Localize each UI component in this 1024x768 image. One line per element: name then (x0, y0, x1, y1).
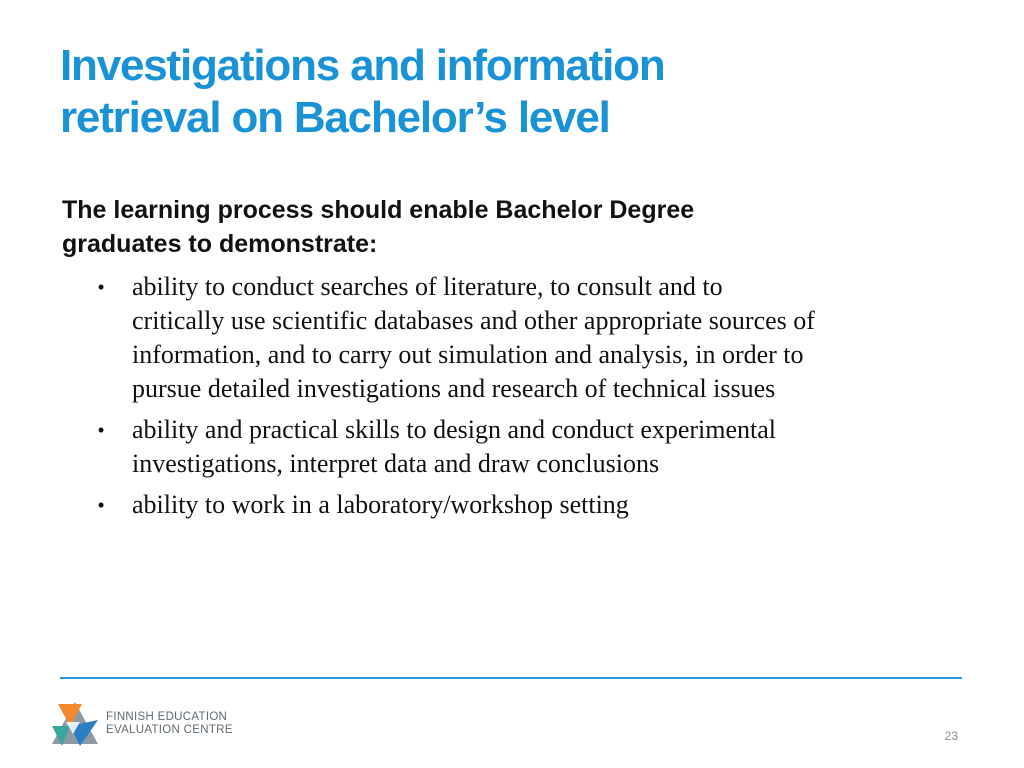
organization-logo (50, 700, 233, 748)
footer-divider (60, 677, 962, 679)
bullet-item (62, 413, 962, 481)
slide-title-line: Investigations and information (60, 41, 665, 90)
lead-line: graduates to demonstrate: (62, 230, 378, 258)
bullet-line: ability to conduct searches of literature, to consult and to (132, 272, 723, 301)
bullet-line: critically use scientific databases and other appropriate sources of (132, 306, 815, 335)
bullet-text (132, 413, 776, 481)
bullet-line: information, and to carry out simulation and analysis, in order to (132, 340, 804, 369)
bullet-text (132, 270, 815, 406)
lead-paragraph (62, 193, 882, 261)
logo-text (106, 711, 233, 737)
logo-text-line: EVALUATION CENTRE (106, 724, 233, 736)
logo-text-line: FINNISH EDUCATION (106, 711, 228, 723)
slide-title-line: retrieval on Bachelor’s level (60, 93, 610, 142)
bullet-icon: • (97, 275, 105, 299)
page-number: 23 (944, 729, 958, 743)
triangle-logo-icon (50, 700, 100, 748)
bullet-icon: • (97, 493, 105, 517)
bullet-line: investigations, interpret data and draw conclusions (132, 449, 660, 478)
bullet-line: ability and practical skills to design and conduct experimental (132, 415, 777, 444)
bullet-line: pursue detailed investigations and research of technical issues (132, 374, 776, 403)
bullet-item (62, 488, 962, 522)
bullet-item (62, 270, 962, 406)
bullet-line: ability to work in a laboratory/workshop setting (132, 490, 629, 519)
slide-title (60, 40, 960, 144)
lead-line: The learning process should enable Bachelor Degree (62, 196, 695, 224)
bullet-icon: • (97, 418, 105, 442)
bullet-list (62, 270, 962, 529)
bullet-text (132, 488, 629, 522)
